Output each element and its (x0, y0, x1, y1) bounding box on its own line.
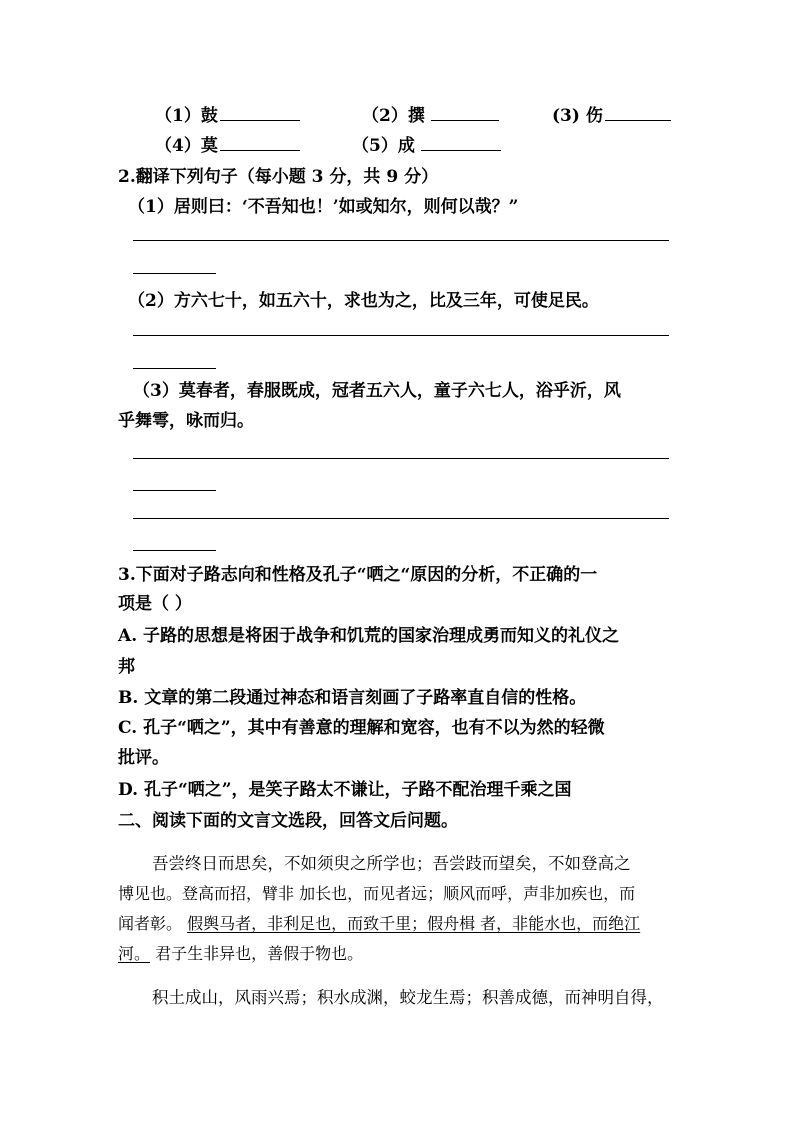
q1-item-3 (552, 104, 671, 127)
q1-item-2 (362, 104, 499, 127)
q1-item-1-blank[interactable] (220, 104, 300, 121)
q3-stem-line-1: 3.下面对子路志向和性格及孔子“哂之“原因的分析，不正确的一 (118, 565, 598, 585)
q1-item-1 (155, 104, 300, 127)
q2-title: 2.翻译下列句子（每小题 3 分，共 9 分） (118, 167, 439, 187)
q1-item-4-label: （4）莫 (155, 136, 218, 156)
q2-answer-line-2a[interactable] (133, 335, 669, 336)
passage-p1-line-2: 博见也。登高而招，臂非 加长也，而见者远；顺风而呼，声非加疾也，而 (118, 884, 636, 903)
q2-sentence-3-line-2: 乎舞雩，咏而归。 (118, 411, 254, 431)
q1-item-2-blank[interactable] (431, 104, 499, 121)
q1-item-5-label: （5）成 (352, 136, 415, 156)
section-2-heading: 二、阅读下面的文言文选段，回答文后问题。 (118, 811, 458, 831)
q1-item-2-label: （2）撰 (362, 106, 425, 126)
q2-answer-line-2b[interactable] (133, 368, 216, 369)
passage-p1-line-4-plain: 君子生非异也，善假于物也。 (150, 944, 364, 963)
q1-item-4-blank[interactable] (220, 134, 300, 151)
q1-item-5 (352, 134, 501, 157)
q1-item-1-label: （1）鼓 (155, 106, 218, 126)
q3-option-a-line-2: 邦 (118, 657, 135, 677)
q3-option-c-line-1: C. 孔子“哂之”，其中有善意的理解和宽容，也有不以为然的轻微 (118, 718, 605, 738)
q2-sentence-1: （1）居则曰：‘不吾知也！’如或知尔，则何以哉？” (128, 197, 519, 217)
passage-p1-underlined-2: 河。 (118, 944, 151, 963)
q3-option-a-line-1: A. 子路的思想是将困于战争和饥荒的国家治理成勇而知义的礼仪之 (118, 626, 620, 646)
q2-answer-line-3d[interactable] (133, 550, 216, 551)
q2-answer-line-1a[interactable] (133, 240, 669, 241)
q2-answer-line-3c[interactable] (133, 518, 669, 519)
q1-item-3-blank[interactable] (605, 104, 671, 121)
q3-stem-line-2: 项是（ ） (118, 594, 192, 614)
q3-option-c-line-2: 批评。 (118, 748, 169, 768)
passage-p1-underlined-1: 假舆马者，非利足也，而致千里；假舟楫 者，非能水也，而绝江 (187, 914, 641, 933)
q2-answer-line-1b[interactable] (133, 273, 216, 274)
q2-sentence-3-line-1: （3）莫春者，春服既成，冠者五六人，童子六七人，浴乎沂，风 (133, 381, 621, 401)
passage-p1-line-3 (118, 913, 640, 935)
q2-sentence-2: （2）方六七十，如五六十，求也为之，比及三年，可使足民。 (128, 291, 599, 311)
q1-item-4 (155, 134, 300, 157)
q1-item-5-blank[interactable] (421, 134, 501, 151)
q3-option-d: D. 孔子“哂之”，是笑子路太不谦让，子路不配治理千乘之国 (118, 780, 572, 800)
q3-option-b: B. 文章的第二段通过神态和语言刻画了子路率直自信的性格。 (118, 688, 587, 708)
q1-item-3-label: (3) 伤 (552, 106, 603, 126)
q2-answer-line-3b[interactable] (133, 490, 216, 491)
passage-p1-line-4 (118, 943, 363, 965)
passage-p1-line-3-plain: 闻者彰。 (118, 914, 188, 933)
q2-answer-line-3a[interactable] (133, 458, 669, 459)
passage-p1-line-1: 吾尝终日而思矣，不如须臾之所学也；吾尝跂而望矣，不如登高之 (152, 854, 631, 873)
passage-p2-line-1: 积土成山，风雨兴焉；积水成渊，蛟龙生焉；积善成德，而神明自得， (152, 988, 664, 1007)
